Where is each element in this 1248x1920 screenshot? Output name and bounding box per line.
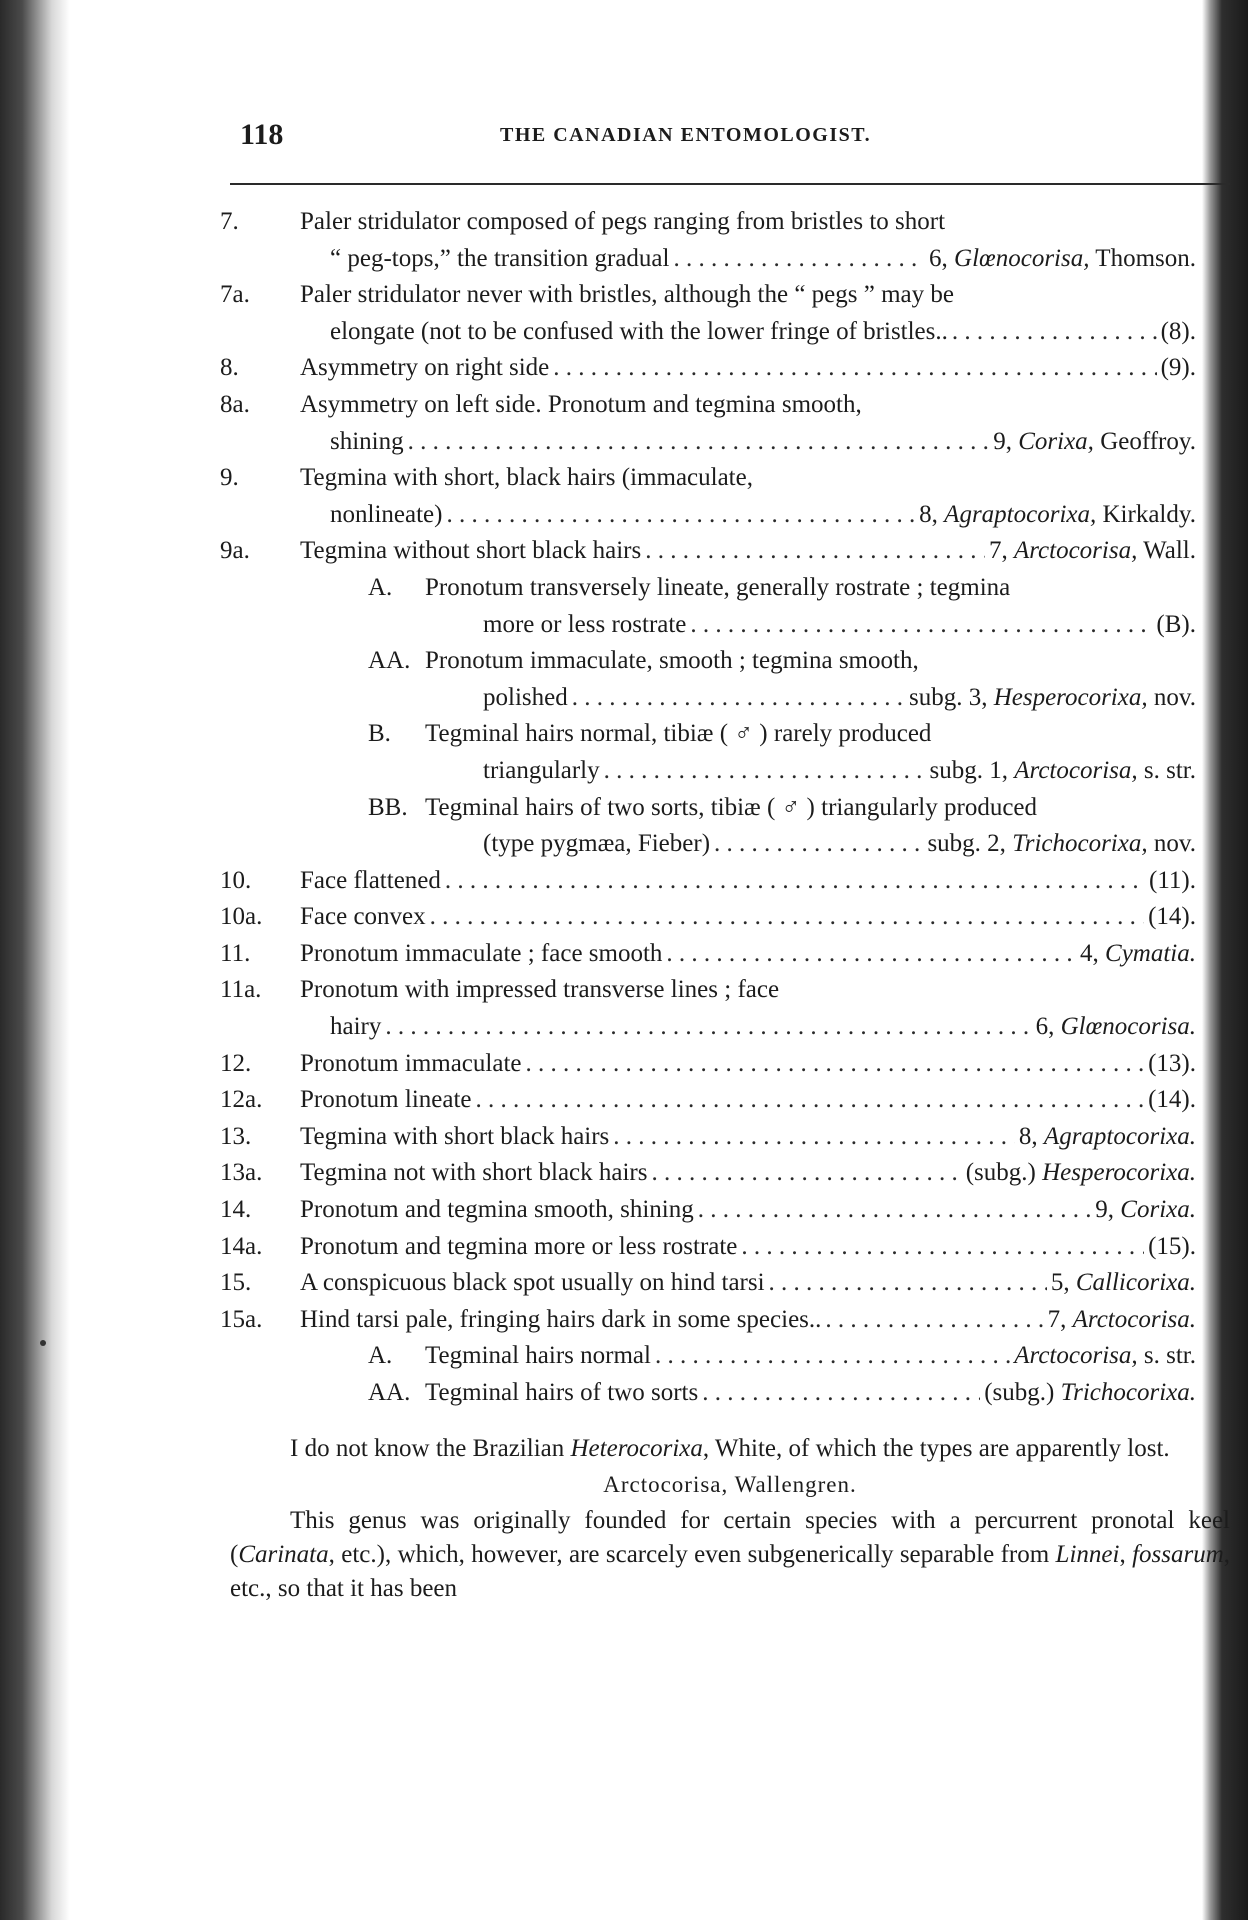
- leader-dots: [690, 607, 1152, 644]
- leader-dots: [714, 826, 923, 863]
- couplet-result: [1095, 1192, 1196, 1229]
- couplet-text: hairy: [330, 1013, 382, 1041]
- couplet-number: BB.: [368, 793, 408, 821]
- couplet-text: Pronotum with impressed transverse lines ; face: [300, 976, 780, 1004]
- couplet-text: Paler stridulator never with bristles, although the “ pegs ” may be: [300, 281, 954, 309]
- prose-text: I do not know the Brazilian: [290, 1435, 565, 1462]
- couplet-result: [1161, 350, 1196, 387]
- key-line: [70, 424, 1202, 461]
- couplet-number: 11.: [220, 939, 251, 967]
- result-reference: subg. 3,: [908, 683, 988, 711]
- result-reference: 8,: [919, 500, 938, 528]
- couplet-result: [1149, 863, 1196, 900]
- couplet-text: Pronotum and tegmina more or less rostrate: [300, 1232, 738, 1260]
- genus-name: Agraptocorixa.: [1043, 1122, 1196, 1150]
- result-reference: 9,: [1095, 1196, 1115, 1224]
- key-line-body: [330, 424, 1196, 461]
- key-line-body: [300, 863, 1196, 900]
- key-line-body: [300, 387, 1196, 424]
- key-line-body: [300, 1229, 1196, 1266]
- key-line: [70, 972, 1202, 1009]
- couplet-text: Tegminal hairs normal: [425, 1342, 651, 1370]
- result-reference: 4,: [1080, 939, 1099, 967]
- key-line: [70, 1046, 1202, 1083]
- couplet-text: Pronotum lineate: [300, 1086, 472, 1114]
- prose-text: , etc., so that it has been: [230, 1541, 1231, 1602]
- couplet-number: 14a.: [220, 1232, 263, 1260]
- couplet-text: “ peg-tops,” the transition gradual: [330, 244, 670, 272]
- key-line-body: [483, 607, 1196, 644]
- genus-name: Callicorixa.: [1075, 1269, 1196, 1297]
- key-line-body: [300, 1155, 1196, 1192]
- key-line-body: [330, 1009, 1196, 1046]
- key-line-body: [300, 1082, 1196, 1119]
- leader-dots: [645, 533, 985, 570]
- result-reference: subg. 2,: [927, 830, 1006, 858]
- key-line-body: [425, 716, 1196, 753]
- couplet-number: 7a.: [220, 281, 250, 309]
- running-head: [70, 118, 1202, 158]
- key-line: [70, 643, 1202, 680]
- couplet-text: Pronotum and tegmina smooth, shining: [300, 1196, 694, 1224]
- key-line-body: [483, 680, 1196, 717]
- result-reference: (11).: [1149, 866, 1196, 894]
- leader-dots: [525, 1046, 1144, 1083]
- paragraph-heterocorixa: [230, 1432, 1230, 1466]
- key-line: [70, 387, 1202, 424]
- couplet-result: [1048, 1302, 1196, 1339]
- couplet-text: Pronotum transversely lineate, generally rostrate ; tegmina: [425, 573, 1011, 601]
- paragraph-arctocorisa: [230, 1504, 1230, 1606]
- prose: [230, 1432, 1230, 1606]
- key-line: [70, 241, 1202, 278]
- genus-name: Arctocorisa,: [1014, 756, 1138, 784]
- key-line: [70, 899, 1202, 936]
- couplet-result: [929, 241, 1196, 278]
- prose-text: , etc.), which, however, are scarcely even subgenerically separable from: [328, 1541, 1050, 1568]
- author-name: nov.: [1153, 830, 1196, 858]
- key-line: [70, 680, 1202, 717]
- genus-name: Agraptocorixa,: [944, 500, 1097, 528]
- key-line: [70, 716, 1202, 753]
- couplet-number: 13a.: [220, 1159, 263, 1187]
- couplet-result: [1148, 899, 1196, 936]
- genus-name: Trichocorixa,: [1012, 830, 1148, 858]
- species-name: fossarum: [1132, 1541, 1224, 1568]
- couplet-text: Tegmina with short, black hairs (immaculate,: [300, 464, 753, 492]
- key-line: [70, 1375, 1202, 1412]
- key-line: [70, 1265, 1202, 1302]
- key-line-body: [300, 277, 1196, 314]
- leader-dots: [698, 1192, 1092, 1229]
- scan-right-margin-shadow: [1202, 0, 1248, 1920]
- leader-dots: [604, 753, 926, 790]
- couplet-text: Pronotum immaculate ; face smooth: [300, 939, 663, 967]
- genus-name: Glœnocorisa,: [954, 244, 1090, 272]
- couplet-result: [1019, 1119, 1196, 1156]
- author-name: Geoffroy.: [1100, 427, 1196, 455]
- key-line-body: [330, 241, 1196, 278]
- key-line-body: [300, 972, 1196, 1009]
- couplet-result: [1036, 1009, 1196, 1046]
- couplet-number: 8.: [220, 354, 239, 382]
- leader-dots: [741, 1229, 1144, 1266]
- key-line-body: [425, 1338, 1196, 1375]
- key-line: [70, 350, 1202, 387]
- header-rule: [230, 183, 1230, 185]
- couplet-text: Face flattened: [300, 866, 441, 894]
- key-line-body: [425, 1375, 1196, 1412]
- couplet-result: [993, 424, 1196, 461]
- leader-dots: [572, 680, 905, 717]
- leader-dots: [673, 241, 925, 278]
- couplet-number: 7.: [220, 208, 239, 235]
- species-name: Carinata: [238, 1541, 329, 1568]
- leader-dots: [408, 424, 990, 461]
- couplet-number: 10.: [220, 866, 252, 894]
- key-line-body: [300, 350, 1196, 387]
- result-reference: (9).: [1160, 354, 1196, 382]
- key-line-body: [330, 314, 1196, 351]
- key-line: [70, 1119, 1202, 1156]
- couplet-text: Asymmetry on left side. Pronotum and tegmina smooth,: [300, 390, 862, 418]
- key-line-body: [300, 1192, 1196, 1229]
- couplet-result: [919, 497, 1196, 534]
- couplet-text: elongate (not to be confused with the lower fringe of bristles..: [330, 317, 948, 345]
- leader-dots: [553, 350, 1156, 387]
- couplet-result: [984, 1375, 1196, 1412]
- scan-left-margin-shadow: [0, 0, 70, 1920]
- key-line: [70, 277, 1202, 314]
- author-name: s. str.: [1143, 756, 1196, 784]
- key-line: [70, 753, 1202, 790]
- couplet-number: 12a.: [220, 1086, 263, 1114]
- author-name: Wall.: [1143, 537, 1196, 565]
- result-reference: (subg.): [984, 1379, 1055, 1406]
- leader-dots: [446, 497, 915, 534]
- key-line-body: [300, 1265, 1196, 1302]
- couplet-result: [1080, 936, 1196, 973]
- couplet-result: [909, 680, 1196, 717]
- author-name: Thomson.: [1095, 244, 1196, 272]
- key-line: [70, 607, 1202, 644]
- leader-dots: [825, 1302, 1043, 1339]
- couplet-text: Face convex: [300, 903, 426, 931]
- couplet-text: Tegmina without short black hairs: [300, 537, 642, 565]
- couplet-text: nonlineate): [330, 500, 443, 528]
- genus-name: Glœnocorisa.: [1060, 1013, 1196, 1041]
- genus-name: Arctocorisa.: [1072, 1305, 1196, 1333]
- genus-name: Trichocorixa.: [1060, 1379, 1196, 1406]
- key-line-body: [483, 753, 1196, 790]
- couplet-text: Pronotum immaculate, smooth ; tegmina smooth,: [425, 647, 919, 675]
- result-reference: (14).: [1148, 903, 1196, 931]
- key-line-body: [300, 1046, 1196, 1083]
- couplet-result: [1161, 314, 1196, 351]
- leader-dots: [430, 899, 1144, 936]
- couplet-text: Paler stridulator composed of pegs ranging from bristles to short: [300, 208, 946, 235]
- couplet-result: [927, 826, 1196, 863]
- key-line: [70, 570, 1202, 607]
- couplet-text: Tegminal hairs normal, tibiæ ( ♂ ) rarely produced: [425, 720, 932, 748]
- key-line: [70, 1082, 1202, 1119]
- prose-text: ,: [1119, 1541, 1126, 1568]
- couplet-text: Pronotum immaculate: [300, 1049, 522, 1077]
- couplet-number: 11a.: [220, 976, 262, 1004]
- couplet-text: Tegmina with short black hairs: [300, 1122, 610, 1150]
- key-line-body: [425, 570, 1196, 607]
- couplet-result: [1156, 607, 1196, 644]
- couplet-text: triangularly: [483, 756, 600, 784]
- couplet-number: A.: [368, 573, 393, 601]
- key-line-body: [300, 936, 1196, 973]
- couplet-text: polished: [483, 683, 568, 711]
- result-reference: 6,: [929, 244, 948, 272]
- genus-name: Cymatia.: [1105, 939, 1196, 967]
- leader-dots: [613, 1119, 1015, 1156]
- author-name: nov.: [1153, 683, 1196, 711]
- couplet-number: AA.: [368, 1379, 411, 1406]
- couplet-number: AA.: [368, 647, 411, 675]
- couplet-text: Asymmetry on right side: [300, 354, 550, 382]
- key-line-body: [483, 826, 1196, 863]
- prose-text: This genus was originally founded for certain species with a percurrent pronotal keel (: [230, 1507, 1230, 1568]
- leader-dots: [769, 1265, 1047, 1302]
- result-reference: 8,: [1018, 1122, 1038, 1150]
- journal-title: THE CANADIAN ENTOMOLOGIST.: [500, 124, 872, 146]
- couplet-number: 15.: [220, 1269, 252, 1297]
- couplet-text: Hind tarsi pale, fringing hairs dark in some species..: [300, 1305, 822, 1333]
- result-reference: (8).: [1160, 317, 1196, 345]
- key-line: [70, 204, 1202, 241]
- couplet-result: [1148, 1229, 1196, 1266]
- couplet-text: Tegminal hairs of two sorts, tibiæ ( ♂ ) triangularly produced: [425, 793, 1038, 821]
- key-line: [70, 936, 1202, 973]
- couplet-text: shining: [330, 427, 404, 455]
- key-line: [70, 1155, 1202, 1192]
- key-line: [70, 533, 1202, 570]
- key-line-body: [300, 533, 1196, 570]
- genus-name: Arctocorisa,: [1013, 537, 1138, 565]
- couplet-text: A conspicuous black spot usually on hind tarsi: [300, 1269, 765, 1297]
- key-line: [70, 460, 1202, 497]
- key-line-body: [300, 204, 1196, 241]
- couplet-text: (type pygmæa, Fieber): [483, 830, 711, 858]
- author-name: s. str.: [1143, 1342, 1196, 1370]
- result-reference: 7,: [1047, 1305, 1067, 1333]
- result-reference: (subg.): [965, 1159, 1036, 1187]
- identification-key: [70, 204, 1202, 1412]
- result-reference: 9,: [993, 427, 1012, 455]
- section-heading: Arctocorisa, Wallengren.: [603, 1472, 857, 1497]
- couplet-result: [1051, 1265, 1196, 1302]
- couplet-number: 9.: [220, 464, 239, 492]
- couplet-result: [1148, 1046, 1196, 1083]
- couplet-result: [966, 1155, 1196, 1192]
- genus-name: Corixa,: [1018, 427, 1094, 455]
- couplet-number: 8a.: [220, 390, 250, 418]
- couplet-result: [930, 753, 1196, 790]
- key-line-body: [300, 460, 1196, 497]
- author-name: Kirkaldy.: [1102, 500, 1196, 528]
- genus-name: Heterocorixa: [570, 1435, 703, 1462]
- leader-dots: [666, 936, 1076, 973]
- page-number: 118: [240, 118, 284, 151]
- key-line: [70, 1192, 1202, 1229]
- prose-text: , White, of which the types are apparently lost.: [702, 1435, 1170, 1462]
- leader-dots: [952, 314, 1157, 351]
- result-reference: (B).: [1156, 610, 1196, 638]
- key-line-body: [300, 899, 1196, 936]
- key-line-body: [300, 1119, 1196, 1156]
- couplet-text: Tegminal hairs of two sorts: [425, 1379, 699, 1406]
- couplet-number: 12.: [220, 1049, 252, 1077]
- key-line-body: [300, 1302, 1196, 1339]
- couplet-number: A.: [368, 1342, 393, 1370]
- leader-dots: [476, 1082, 1145, 1119]
- result-reference: subg. 1,: [929, 756, 1009, 784]
- key-line: [70, 1338, 1202, 1375]
- key-line: [70, 790, 1202, 827]
- key-line: [70, 1009, 1202, 1046]
- couplet-result: [1148, 1082, 1196, 1119]
- leader-dots: [702, 1375, 980, 1412]
- result-reference: 7,: [988, 537, 1008, 565]
- couplet-number: 15a.: [220, 1305, 263, 1333]
- key-line-body: [330, 497, 1196, 534]
- couplet-result: [989, 533, 1196, 570]
- result-reference: 5,: [1050, 1269, 1070, 1297]
- genus-name: Hesperocorixa,: [993, 683, 1148, 711]
- couplet-number: 14.: [220, 1196, 252, 1224]
- result-reference: 6,: [1035, 1013, 1055, 1041]
- scan-speck: [40, 1340, 46, 1346]
- couplet-number: 9a.: [220, 537, 250, 565]
- page: [70, 0, 1231, 1920]
- key-line: [70, 1302, 1202, 1339]
- key-line: [70, 1229, 1202, 1266]
- leader-dots: [445, 863, 1145, 900]
- key-line-body: [425, 790, 1196, 827]
- leader-dots: [385, 1009, 1031, 1046]
- result-reference: (14).: [1148, 1086, 1196, 1114]
- couplet-result: [1014, 1338, 1196, 1375]
- couplet-number: B.: [368, 720, 391, 748]
- couplet-text: more or less rostrate: [483, 610, 687, 638]
- key-line: [70, 314, 1202, 351]
- couplet-text: Tegmina not with short black hairs: [300, 1159, 648, 1187]
- leader-dots: [655, 1338, 1010, 1375]
- genus-name: Arctocorisa,: [1014, 1342, 1138, 1370]
- genus-name: Corixa.: [1120, 1196, 1196, 1224]
- key-line: [70, 497, 1202, 534]
- result-reference: (13).: [1148, 1049, 1196, 1077]
- key-line-body: [425, 643, 1196, 680]
- result-reference: (15).: [1148, 1232, 1196, 1260]
- key-line: [70, 863, 1202, 900]
- couplet-number: 13.: [220, 1122, 252, 1150]
- genus-name: Hesperocorixa.: [1042, 1159, 1196, 1187]
- leader-dots: [652, 1155, 962, 1192]
- couplet-number: 10a.: [220, 903, 263, 931]
- key-line: [70, 826, 1202, 863]
- species-name: Linnei: [1055, 1541, 1120, 1568]
